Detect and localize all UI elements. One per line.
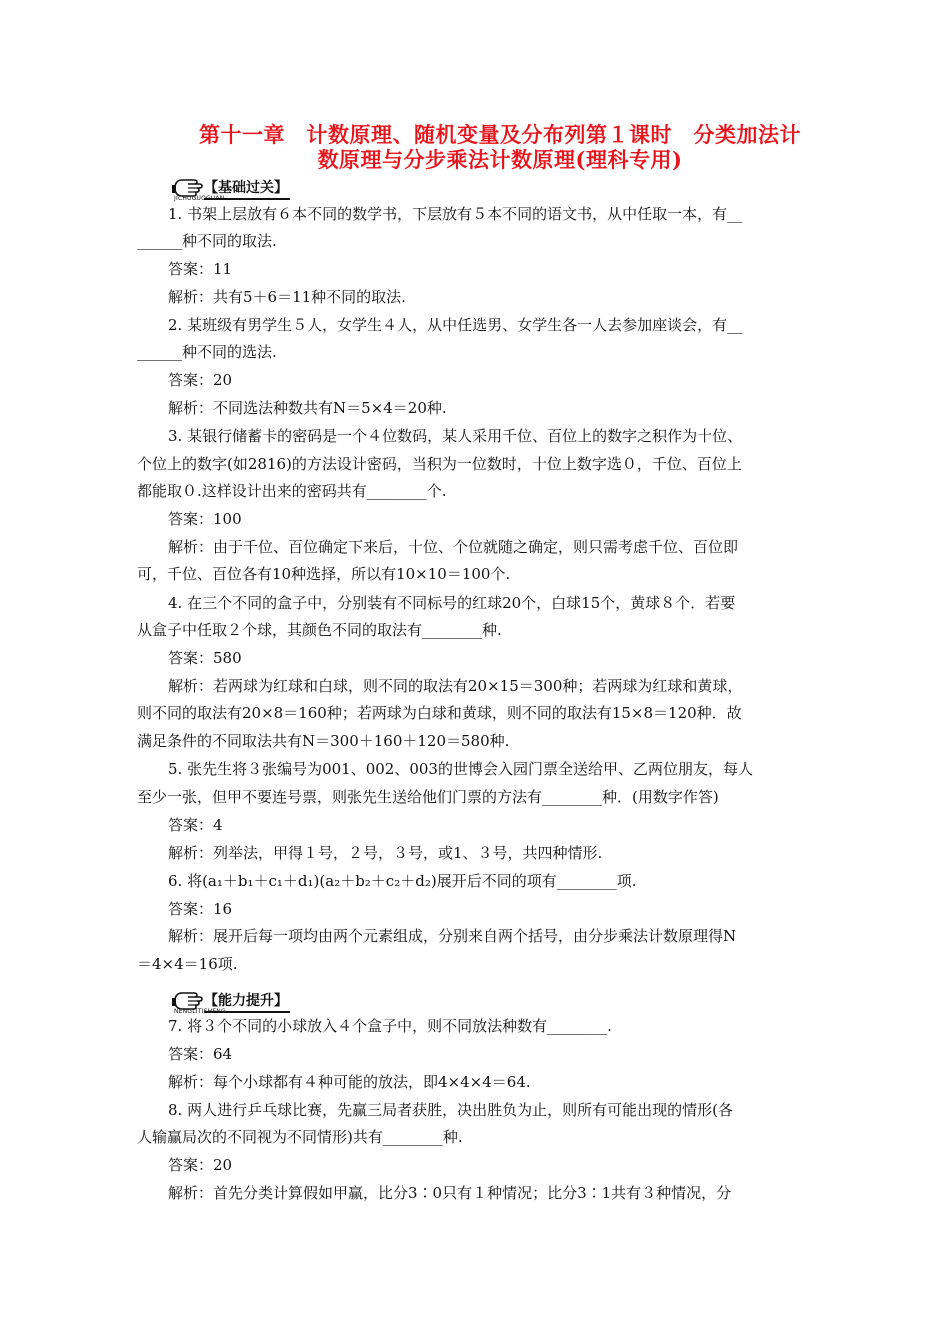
text-line: 答案：4 [168, 816, 223, 834]
text-line: 答案：20 [168, 371, 233, 389]
text-line: 则不同的取法有20×8＝160种；若两球为白球和黄球，则不同的取法有15×8＝120种．故 [137, 704, 742, 722]
section-pinyin: NENGLITISHENG [174, 1008, 226, 1015]
text-line: 满足条件的不同取法共有N＝300＋160＋120＝580种. [137, 732, 510, 750]
text-line: 6. 将(a₁＋b₁＋c₁＋d₁)(a₂＋b₂＋c₂＋d₂)展开后不同的项有________项. [168, 872, 637, 890]
text-line: ＝4×4＝16项. [137, 955, 238, 973]
text-line: 解析：列举法，甲得１号，２号，３号，或1、３号，共四种情形. [168, 844, 603, 862]
text-line: ______种不同的取法. [137, 232, 277, 250]
text-line: 4. 在三个不同的盒子中，分别装有不同标号的红球20个，白球15个，黄球８个．若要 [168, 594, 736, 612]
section-banner-basic [172, 172, 290, 200]
text-line: 可，千位、百位各有10种选择，所以有10×10＝100个. [137, 565, 511, 583]
text-line: 答案：64 [168, 1045, 233, 1063]
text-line: 个位上的数字(如2816)的方法设计密码，当积为一位数时，十位上数字选０，千位、百位上 [137, 455, 742, 473]
text-line: 解析：每个小球都有４种可能的放法，即4×4×4＝64. [168, 1073, 531, 1091]
text-line: 从盒子中任取２个球，其颜色不同的取法有________种. [137, 621, 502, 639]
text-line: 8. 两人进行乒乓球比赛，先赢三局者获胜，决出胜负为止，则所有可能出现的情形(各 [168, 1101, 733, 1119]
text-line: 3. 某银行储蓄卡的密码是一个４位数码，某人采用千位、百位上的数字之积作为十位、 [168, 427, 743, 445]
text-line: 解析：由于千位、百位确定下来后，十位、个位就随之确定，则只需考虑千位、百位即 [168, 538, 739, 556]
page-title [150, 122, 850, 172]
text-line: 答案：16 [168, 900, 233, 918]
section-pinyin: JICHUGUOGUAN [174, 195, 225, 202]
text-line: 答案：11 [168, 260, 233, 278]
text-line: 解析：不同选法种数共有N＝5×4＝20种. [168, 399, 447, 417]
text-line: 5. 张先生将３张编号为001、002、003的世博会入园门票全送给甲、乙两位朋友，每人 [168, 760, 753, 778]
text-line: 人输赢局次的不同视为不同情形)共有________种. [137, 1128, 463, 1146]
text-line: 1. 书架上层放有６本不同的数学书，下层放有５本不同的语文书，从中任取一本，有__ [168, 205, 743, 223]
text-line: 解析：若两球为红球和白球，则不同的取法有20×15＝300种；若两球为红球和黄球， [168, 677, 743, 695]
text-line: 解析：共有5＋6＝11种不同的取法. [168, 288, 406, 306]
title-line-2: 数原理与分步乘法计数原理(理科专用) [317, 147, 683, 172]
section-banner-ability [172, 985, 290, 1013]
section-label: 【能力提升】 [204, 992, 290, 1013]
text-line: 至少一张，但甲不要连号票，则张先生送给他们门票的方法有________种．(用数字作答) [137, 788, 719, 806]
text-line: ______种不同的选法. [137, 343, 277, 361]
text-line: 答案：100 [168, 510, 242, 528]
title-line-1: 第十一章 计数原理、随机变量及分布列第１课时 分类加法计 [199, 122, 801, 147]
text-line: 7. 将３个不同的小球放入４个盒子中，则不同放法种数有________. [168, 1017, 612, 1035]
text-line: 解析：展开后每一项均由两个元素组成，分别来自两个括号，由分步乘法计数原理得N [168, 927, 737, 945]
text-line: 答案：580 [168, 649, 242, 667]
text-line: 2. 某班级有男学生５人，女学生４人，从中任选男、女学生各一人去参加座谈会，有__ [168, 316, 743, 334]
text-line: 都能取０.这样设计出来的密码共有________个. [137, 482, 447, 500]
text-line: 解析：首先分类计算假如甲赢，比分3∶0只有１种情况；比分3∶1共有３种情况，分 [168, 1184, 732, 1202]
text-line: 答案：20 [168, 1156, 233, 1174]
section-label: 【基础过关】 [204, 179, 290, 200]
